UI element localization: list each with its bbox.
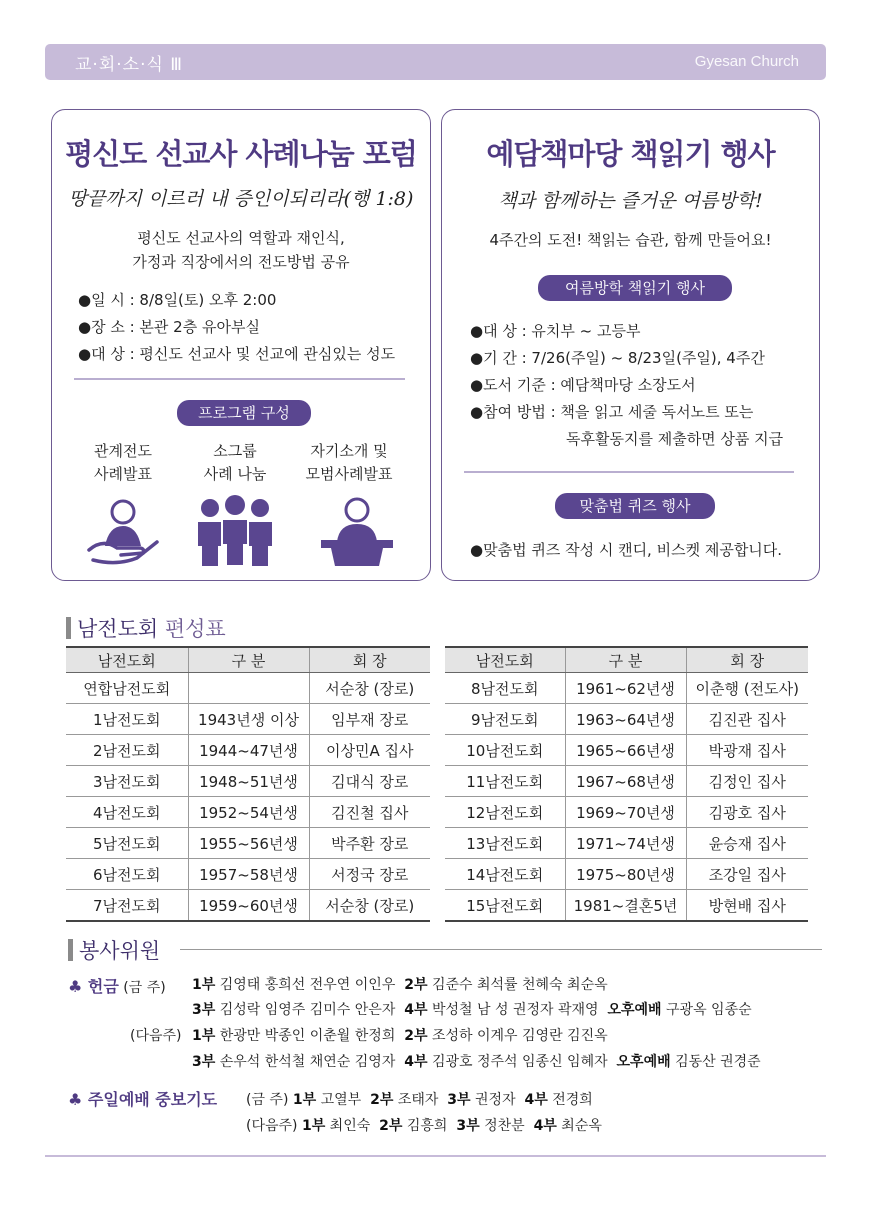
divider	[180, 949, 822, 950]
part-label: 2부	[404, 1028, 428, 1044]
names: 조태자	[397, 1092, 439, 1108]
forum-date: ●일 시 : 8/8일(토) 오후 2:00	[78, 291, 277, 309]
table-cell: 1965~66년생	[565, 735, 686, 766]
reading-motto: 책과 함께하는 즐거운 여름방학!	[498, 190, 763, 212]
names: 김준수 최석률 천혜숙 최순옥	[431, 977, 608, 993]
table-row	[66, 859, 430, 890]
speaker-podium-icon	[317, 496, 397, 566]
table-cell: 김진관 집사	[686, 704, 808, 735]
names: 전경희	[552, 1092, 593, 1108]
part-label: 3부	[456, 1118, 480, 1134]
program-line-1: 관계전도	[94, 442, 152, 460]
table-cell: 1967~68년생	[565, 766, 686, 797]
col-header: 회 장	[309, 647, 430, 673]
quiz-label: 맞춤법 퀴즈 행사	[555, 493, 715, 519]
title-bar	[68, 939, 73, 961]
program-line-1: 자기소개 및	[310, 442, 388, 460]
offering-row-2	[192, 999, 752, 1019]
table-row	[66, 766, 430, 797]
divider	[74, 378, 405, 380]
reading-event-label: 여름방학 책읽기 행사	[538, 275, 732, 301]
hand-person-icon	[87, 498, 162, 566]
reading-box	[441, 109, 820, 581]
table-cell: 3남전도회	[66, 766, 188, 797]
this-week-label: (금 주)	[123, 980, 166, 996]
part-label: 1부	[192, 1028, 216, 1044]
names: 김동산 권경준	[675, 1054, 761, 1070]
reading-target: ●대 상 : 유치부 ~ 고등부	[470, 322, 641, 340]
forum-lead-2: 가정과 직장에서의 전도방법 공유	[132, 253, 350, 271]
program-item-2	[180, 440, 290, 486]
reading-lead: 4주간의 도전! 책읽는 습관, 함께 만들어요!	[489, 231, 772, 249]
part-label: 2부	[370, 1092, 394, 1108]
col-header: 회 장	[686, 647, 808, 673]
org-title-main: 남전도회	[77, 617, 159, 641]
reading-title: 예담책마당 책읽기 행사	[486, 137, 775, 171]
table-cell: 2남전도회	[66, 735, 188, 766]
part-label: 3부	[192, 1054, 216, 1070]
next-week-label: (다음주)	[130, 1028, 182, 1044]
program-line-2: 사례 나눔	[203, 465, 267, 483]
offering-row-3	[192, 1025, 608, 1045]
table-cell: 7남전도회	[66, 890, 188, 922]
table-cell: 1944~47년생	[188, 735, 309, 766]
table-cell: 1971~74년생	[565, 828, 686, 859]
table-row	[445, 797, 808, 828]
forum-motto: 땅끝까지 이르러 내 증인이되리라(행 1:8)	[68, 188, 414, 210]
part-label: 1부	[301, 1118, 326, 1134]
table-row	[66, 735, 430, 766]
table-cell: 1952~54년생	[188, 797, 309, 828]
names: 김광호 정주석 임종신 임혜자	[431, 1054, 608, 1070]
title-bar	[66, 617, 71, 639]
org-table-right	[445, 646, 808, 922]
table-cell: 1963~64년생	[565, 704, 686, 735]
table-row	[445, 890, 808, 922]
col-header: 구 분	[188, 647, 309, 673]
names: 최인숙	[329, 1118, 371, 1134]
table-cell: 1981~결혼5년	[565, 890, 686, 922]
part-label: 3부	[447, 1092, 471, 1108]
reading-method-cont: 독후활동지를 제출하면 상품 지급	[566, 430, 784, 448]
col-header: 구 분	[565, 647, 686, 673]
names: 권정자	[475, 1092, 516, 1108]
part-label: 2부	[379, 1118, 403, 1134]
footer-divider	[45, 1155, 826, 1157]
table-row	[445, 735, 808, 766]
program-line-2: 모범사례발표	[305, 465, 393, 483]
part-label: 2부	[404, 977, 428, 993]
table-cell: 15남전도회	[445, 890, 565, 922]
forum-lead-1: 평신도 선교사의 역할과 재인식,	[137, 229, 345, 247]
prayer-label	[68, 1087, 217, 1110]
table-cell: 김정인 집사	[686, 766, 808, 797]
table-cell: 4남전도회	[66, 797, 188, 828]
table-cell: 서정국 장로	[309, 859, 430, 890]
table-cell: 조강일 집사	[686, 859, 808, 890]
part-label: 3부	[192, 1002, 216, 1018]
table-cell: 11남전도회	[445, 766, 565, 797]
part-label: 4부	[404, 1054, 428, 1070]
names: 구광옥 임종순	[666, 1002, 752, 1018]
names: 한광만 박종인 이춘월 한정희	[219, 1028, 396, 1044]
table-row	[66, 673, 430, 704]
offering-row-1	[192, 974, 608, 994]
table-cell: 이춘행 (전도사)	[686, 673, 808, 704]
names: 최순옥	[561, 1118, 602, 1134]
table-cell: 박광재 집사	[686, 735, 808, 766]
names: 손우석 한석철 채연순 김영자	[219, 1054, 396, 1070]
table-row	[66, 797, 430, 828]
group-icon	[195, 494, 275, 568]
table-cell: 1961~62년생	[565, 673, 686, 704]
table-cell: 윤승재 집사	[686, 828, 808, 859]
table-cell: 13남전도회	[445, 828, 565, 859]
table-cell: 서순창 (장로)	[309, 890, 430, 922]
program-item-3	[294, 440, 404, 486]
table-cell: 1남전도회	[66, 704, 188, 735]
table-cell: 10남전도회	[445, 735, 565, 766]
table-cell: 1943년생 이상	[188, 704, 309, 735]
col-header: 남전도회	[66, 647, 188, 673]
table-row	[445, 766, 808, 797]
header-bar	[45, 44, 826, 80]
this-week-label: (금 주)	[246, 1092, 289, 1108]
table-cell: 1955~56년생	[188, 828, 309, 859]
table-cell: 임부재 장로	[309, 704, 430, 735]
reading-books: ●도서 기준 : 예담책마당 소장도서	[470, 376, 696, 394]
program-line-1: 소그룹	[213, 442, 257, 460]
table-cell: 박주환 장로	[309, 828, 430, 859]
forum-box	[51, 109, 431, 581]
part-label: 1부	[192, 977, 216, 993]
reading-method: ●참여 방법 : 책을 읽고 세줄 독서노트 또는	[470, 403, 754, 421]
part-label: 오후예배	[616, 1054, 671, 1070]
table-row	[66, 828, 430, 859]
forum-title: 평신도 선교사 사례나눔 포럼	[65, 137, 417, 171]
prayer-row-2	[246, 1115, 602, 1135]
reading-period: ●기 간 : 7/26(주일) ~ 8/23일(주일), 4주간	[470, 349, 765, 367]
table-cell: 연합남전도회	[66, 673, 188, 704]
table-cell	[188, 673, 309, 704]
table-cell: 12남전도회	[445, 797, 565, 828]
names: 조성하 이계우 김영란 김진옥	[431, 1028, 608, 1044]
names: 정찬분	[484, 1118, 525, 1134]
table-cell: 1957~58년생	[188, 859, 309, 890]
part-label: 오후예배	[607, 1002, 662, 1018]
names: 김성락 임영주 김미수 안은자	[219, 1002, 396, 1018]
table-row	[445, 859, 808, 890]
table-row	[445, 673, 808, 704]
table-cell: 9남전도회	[445, 704, 565, 735]
forum-place: ●장 소 : 본관 2층 유아부실	[78, 318, 260, 336]
quiz-text: ●맞춤법 퀴즈 작성 시 캔디, 비스켓 제공합니다.	[470, 541, 783, 559]
section-title: 교·회·소·식 Ⅲ	[75, 55, 184, 75]
table-row	[66, 704, 430, 735]
divider	[464, 471, 794, 473]
offering-row-4	[192, 1051, 761, 1071]
part-label: 4부	[533, 1118, 557, 1134]
church-name: Gyesan Church	[694, 53, 799, 70]
names: 김영태 홍희선 전우연 이인우	[219, 977, 396, 993]
forum-target: ●대 상 : 평신도 선교사 및 선교에 관심있는 성도	[78, 345, 396, 363]
program-line-2: 사례발표	[94, 465, 152, 483]
prayer-row-1	[246, 1089, 593, 1109]
next-week-label: (다음주)	[246, 1118, 298, 1134]
names: 박성철 남 성 권정자 곽재영	[431, 1002, 599, 1018]
part-label: 1부	[292, 1092, 317, 1108]
table-cell: 1975~80년생	[565, 859, 686, 890]
org-section-title	[66, 613, 226, 643]
table-cell: 1948~51년생	[188, 766, 309, 797]
names: 김흥희	[406, 1118, 448, 1134]
table-cell: 1969~70년생	[565, 797, 686, 828]
col-header: 남전도회	[445, 647, 565, 673]
table-cell: 방현배 집사	[686, 890, 808, 922]
prayer-title: ♣ 주일예배 중보기도	[68, 1090, 218, 1109]
program-item-1	[68, 440, 178, 486]
service-title: 봉사위원	[79, 939, 161, 963]
table-cell: 5남전도회	[66, 828, 188, 859]
program-label: 프로그램 구성	[177, 400, 311, 426]
part-label: 4부	[404, 1002, 428, 1018]
offering-label: ♣ 헌금	[68, 977, 119, 996]
table-row	[66, 890, 430, 922]
offering-label-row	[68, 974, 166, 997]
org-table-left	[66, 646, 430, 922]
table-cell: 김광호 집사	[686, 797, 808, 828]
table-cell: 서순창 (장로)	[309, 673, 430, 704]
table-cell: 김진철 집사	[309, 797, 430, 828]
table-row	[445, 828, 808, 859]
table-cell: 14남전도회	[445, 859, 565, 890]
service-section-title	[68, 935, 160, 965]
table-cell: 이상민A 집사	[309, 735, 430, 766]
table-cell: 1959~60년생	[188, 890, 309, 922]
table-cell: 6남전도회	[66, 859, 188, 890]
table-cell: 8남전도회	[445, 673, 565, 704]
part-label: 4부	[524, 1092, 548, 1108]
names: 고열부	[320, 1092, 362, 1108]
org-title-sub: 편성표	[158, 617, 226, 641]
table-row	[445, 704, 808, 735]
table-cell: 김대식 장로	[309, 766, 430, 797]
